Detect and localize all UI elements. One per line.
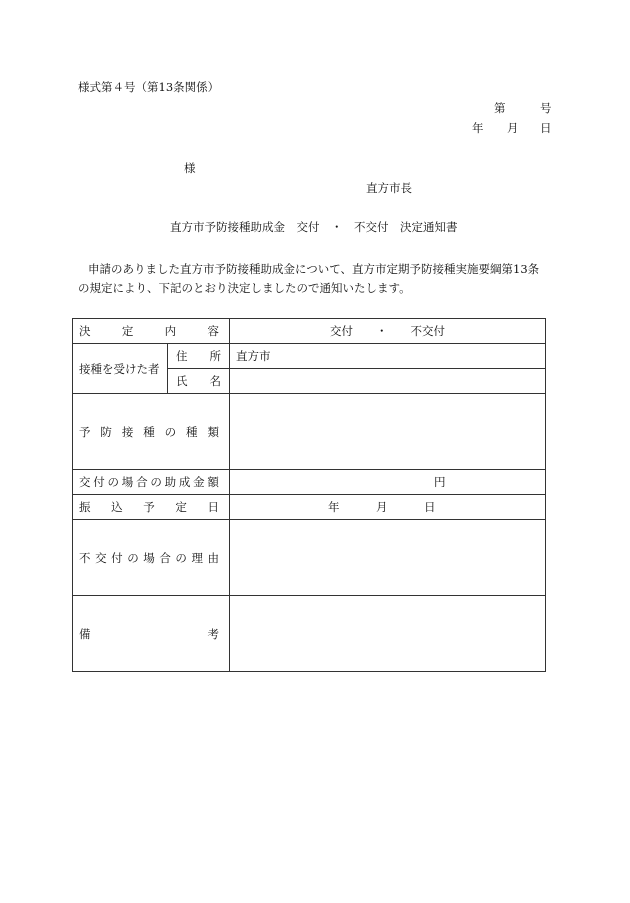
transfer-year: 年 [328,500,340,514]
doc-number-suffix: 号 [540,101,552,115]
row-grant-amount [73,470,546,495]
name-label: 氏 名 [168,369,230,394]
date-day: 日 [540,121,552,135]
name-field[interactable] [230,369,546,394]
transfer-date-label: 振 込 予 定 日 [73,495,230,520]
vaccine-type-field[interactable] [230,394,546,470]
grant-amount-field[interactable] [230,470,546,495]
form-number: 様式第４号（第13条関係） [78,80,220,94]
doc-number-prefix: 第 [494,101,506,115]
body-line-2: の規定により、下記のとおり決定しましたので通知いたします。 [78,281,411,295]
remarks-label: 備 考 [73,596,230,672]
document-title: 直方市予防接種助成金 交付 ・ 不交付 決定通知書 [170,220,458,234]
row-remarks [73,596,546,672]
row-decision [73,319,546,344]
yen-unit: 円 [434,475,446,489]
decision-table [72,318,546,672]
row-refusal-reason [73,520,546,596]
date-year: 年 [472,121,484,135]
refusal-reason-field[interactable] [230,520,546,596]
refusal-reason-label: 不 交 付 の 場 合 の 理 由 [73,520,230,596]
addressee-honorific: 様 [184,161,196,175]
decision-label: 決 定 内 容 [73,319,230,344]
vaccine-type-label: 予 防 接 種 の 種 類 [73,394,230,470]
transfer-month: 月 [376,500,388,514]
issuer-name: 直方市長 [366,181,412,195]
transfer-date-field[interactable] [230,495,546,520]
row-transfer-date [73,495,546,520]
recipient-label: 接種を受けた者 [73,344,168,394]
grant-amount-label: 交 付 の 場 合 の 助 成 金 額 [73,470,230,495]
transfer-day: 日 [424,500,436,514]
row-vaccine-type [73,394,546,470]
address-label: 住 所 [168,344,230,369]
address-field[interactable]: 直方市 [230,344,546,369]
body-line-1: 申請のありました直方市予防接種助成金について、直方市定期予防接種実施要綱第13条 [88,262,540,276]
row-recipient-address [73,344,546,369]
decision-value[interactable]: 交付 ・ 不交付 [230,319,546,344]
date-month: 月 [507,121,519,135]
remarks-field[interactable] [230,596,546,672]
